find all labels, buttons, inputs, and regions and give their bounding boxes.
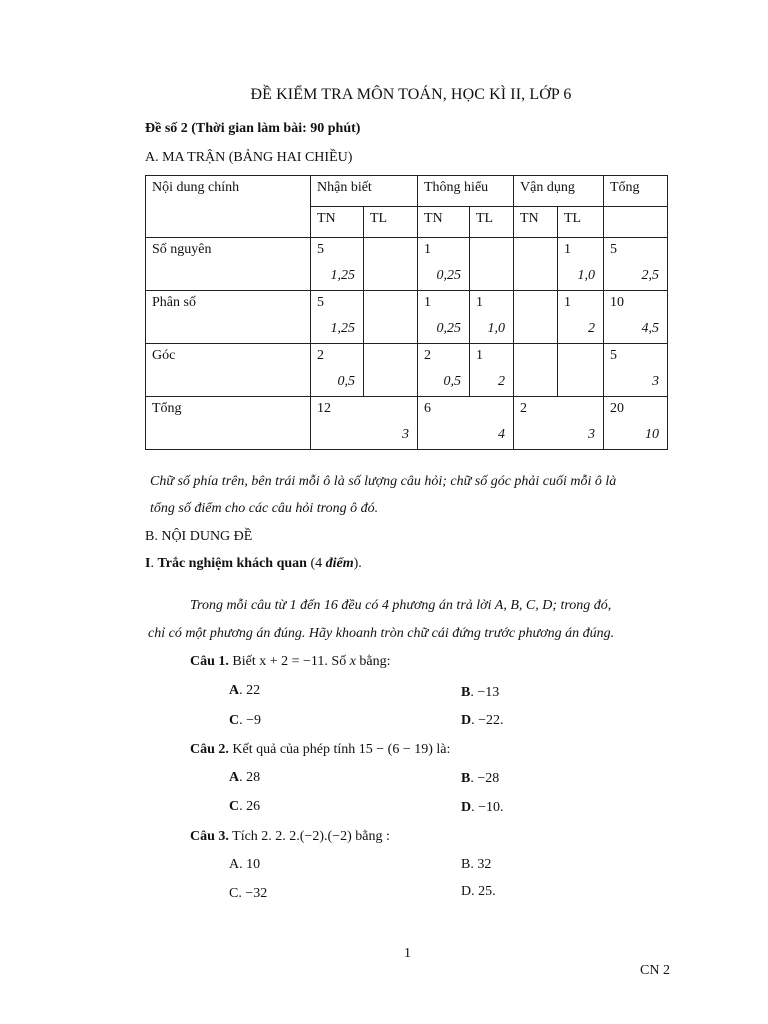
document-title: ĐỀ KIỂM TRA MÔN TOÁN, HỌC KÌ II, LỚP 6: [250, 86, 572, 103]
header-recognize: Nhận biết: [311, 176, 418, 207]
question-label: Câu 3.: [190, 829, 229, 844]
option-letter: B: [461, 771, 471, 786]
points: 2: [588, 321, 595, 336]
header-tn: TN: [311, 207, 364, 238]
header-total: Tổng: [604, 176, 668, 207]
answer-option[interactable]: D. −22.: [461, 713, 504, 728]
header-content: Nội dung chính: [146, 176, 311, 238]
question-count: 5: [610, 242, 617, 257]
points: 1,0: [577, 268, 595, 283]
answer-option[interactable]: B. −28: [461, 771, 500, 786]
row-label: Góc: [152, 348, 176, 363]
points: 2,5: [641, 268, 659, 283]
question-count: 10: [610, 295, 624, 310]
option-text: 28: [246, 770, 261, 785]
answer-option[interactable]: C. 26: [229, 799, 261, 814]
option-text: −28: [477, 771, 500, 786]
question-text-end: bằng:: [355, 654, 391, 669]
points: 4: [498, 427, 505, 442]
option-text: 22: [246, 683, 261, 698]
answer-option[interactable]: C. −32: [229, 886, 268, 901]
option-text: −10.: [478, 800, 504, 815]
question-count: 1: [476, 295, 483, 310]
matrix-table: [145, 175, 668, 450]
option-letter: A: [229, 770, 240, 785]
points: 10: [645, 427, 659, 442]
header-tn: TN: [418, 207, 470, 238]
header-tl: TL: [558, 207, 604, 238]
section-a-heading: A. MA TRẬN (BẢNG HAI CHIỀU): [145, 150, 353, 165]
part-title: Trắc nghiệm khách quan: [157, 556, 307, 571]
part-points-close: ).: [353, 556, 362, 571]
option-letter: D: [461, 800, 472, 815]
option-text: −9: [246, 713, 262, 728]
question-stem: [190, 829, 390, 845]
question-count: 1: [424, 295, 431, 310]
option-letter: A: [229, 683, 240, 698]
exam-number: Đề số 2 (Thời gian làm bài: 90 phút): [145, 121, 361, 136]
question-count: 1: [564, 242, 571, 257]
points: 0,25: [436, 268, 461, 283]
question-count: 5: [317, 295, 324, 310]
points: 1,0: [487, 321, 505, 336]
question-count: 2: [520, 401, 527, 416]
points: 1,25: [330, 268, 355, 283]
row-label: Phân số: [152, 295, 196, 310]
table-note-line: tổng số điểm cho các câu hỏi trong ô đó.: [150, 501, 379, 516]
option-text: 26: [246, 799, 261, 814]
question-label: Câu 2.: [190, 742, 229, 757]
answer-option[interactable]: C. −9: [229, 713, 262, 728]
points: 3: [588, 427, 595, 442]
instruction-line: chỉ có một phương án đúng. Hãy khoanh tròn chữ cái đứng trước phương án đúng.: [148, 626, 615, 641]
question-text: Kết quả của phép tính 15 − (6 − 19) là:: [228, 742, 451, 757]
question-variable: x: [349, 654, 356, 669]
points: 3: [652, 374, 659, 389]
option-letter: C: [229, 799, 240, 814]
points: 3: [402, 427, 409, 442]
points: 4,5: [641, 321, 659, 336]
part-points-open: (4: [306, 556, 326, 571]
header-tl: TL: [364, 207, 418, 238]
option-text: −13: [477, 685, 500, 700]
question-count: 2: [424, 348, 431, 363]
question-text: Biết x + 2 = −11. Số: [228, 654, 350, 669]
row-label: Số nguyên: [152, 242, 212, 257]
table-row: [146, 238, 668, 291]
answer-option[interactable]: A. 22: [229, 683, 261, 698]
header-tl: TL: [470, 207, 514, 238]
header-apply: Vận dụng: [514, 176, 604, 207]
answer-option[interactable]: D. 25.: [461, 884, 496, 899]
question-stem: [190, 742, 450, 758]
table-note-line: Chữ số phía trên, bên trái mỗi ô là số lượng câu hỏi; chữ số góc phải cuối mỗi ô là: [150, 474, 617, 489]
page-number: 1: [404, 946, 411, 961]
table-header-row: [146, 176, 668, 207]
part-number: I: [145, 556, 151, 571]
answer-option[interactable]: B. 32: [461, 857, 492, 872]
option-letter: D: [461, 713, 472, 728]
points: 0,5: [337, 374, 355, 389]
points: 1,25: [330, 321, 355, 336]
table-row: [146, 344, 668, 397]
points: 0,25: [436, 321, 461, 336]
option-letter: C: [229, 713, 240, 728]
footer-code: CN 2: [640, 963, 670, 978]
question-label: Câu 1.: [190, 654, 229, 669]
answer-option[interactable]: A. 10: [229, 857, 261, 872]
question-count: 1: [424, 242, 431, 257]
question-count: 20: [610, 401, 624, 416]
points: 2: [498, 374, 505, 389]
question-count: 1: [564, 295, 571, 310]
header-empty: [604, 207, 668, 238]
table-row: [146, 291, 668, 344]
table-total-row: [146, 397, 668, 450]
row-label: Tổng: [152, 401, 182, 416]
part-points-unit: điểm: [325, 556, 354, 571]
question-count: 5: [317, 242, 324, 257]
option-text: −22.: [478, 713, 504, 728]
question-count: 5: [610, 348, 617, 363]
question-count: 1: [476, 348, 483, 363]
header-understand: Thông hiểu: [418, 176, 514, 207]
section-b-heading: B. NỘI DUNG ĐỀ: [145, 529, 253, 544]
option-letter: B: [461, 685, 471, 700]
answer-option[interactable]: D. −10.: [461, 800, 504, 815]
part-heading: I. Trắc nghiệm khách quan (4 điểm).: [145, 556, 362, 571]
answer-option[interactable]: A. 28: [229, 770, 261, 785]
answer-option[interactable]: B. −13: [461, 685, 500, 700]
question-count: 2: [317, 348, 324, 363]
question-stem: [190, 654, 391, 670]
instruction-line: Trong mỗi câu từ 1 đến 16 đều có 4 phương án trả lời A, B, C, D; trong đó,: [190, 598, 612, 613]
header-tn: TN: [514, 207, 558, 238]
points: 0,5: [443, 374, 461, 389]
question-count: 12: [317, 401, 331, 416]
question-text: Tích 2. 2. 2.(−2).(−2) bằng :: [228, 829, 390, 844]
question-count: 6: [424, 401, 431, 416]
